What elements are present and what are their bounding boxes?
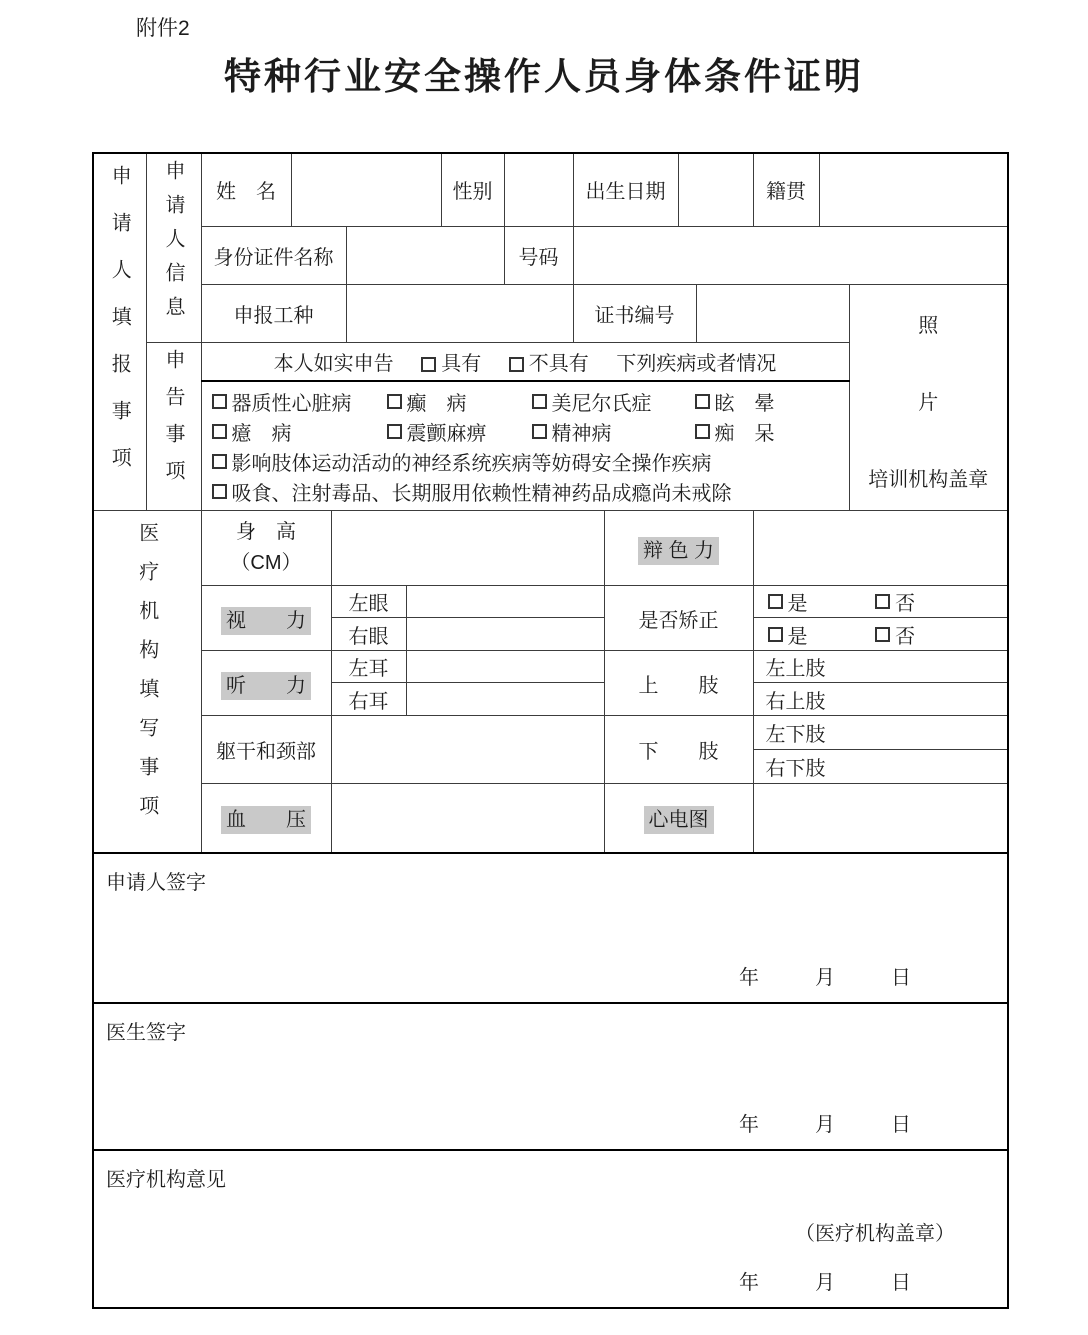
yes-label: 是: [787, 625, 808, 648]
disease-list-cell: [201, 381, 849, 511]
name-label: 姓 名: [201, 153, 291, 226]
blood-pressure-input-cell[interactable]: [331, 784, 604, 853]
checkbox-corrected-yes-2[interactable]: [768, 627, 783, 642]
hearing-label: 听 力: [201, 651, 331, 716]
attachment-label: 附件2: [136, 17, 190, 40]
left-lower-limb-cell[interactable]: 左下肢: [753, 716, 1008, 750]
right-ear-input-cell[interactable]: [406, 683, 604, 716]
checkbox-parkinsonism[interactable]: [387, 424, 402, 439]
disease-label: 癫 病: [406, 392, 467, 415]
checkbox-corrected-no-1[interactable]: [875, 594, 890, 609]
id-doc-input-cell[interactable]: [346, 226, 504, 284]
yes-label: 是: [787, 593, 808, 615]
section-label-medical: 医疗机构填写事项: [93, 511, 201, 853]
section-label-declaration: 申告事项: [146, 342, 201, 511]
blood-pressure-label: 血 压: [201, 784, 331, 853]
upper-limb-label: 上 肢: [604, 651, 753, 716]
disease-label: 影响肢体运动活动的神经系统疾病等妨碍安全操作疾病: [231, 452, 712, 475]
right-eye-input-cell[interactable]: [406, 618, 604, 651]
gender-input-cell[interactable]: [504, 153, 573, 226]
trunk-neck-input-cell[interactable]: [331, 716, 604, 784]
left-ear-label: 左耳: [331, 651, 406, 683]
declaration-intro-prefix: 本人如实申告: [273, 352, 394, 375]
disease-label: 器质性心脏病: [231, 392, 352, 415]
doctor-signature-cell[interactable]: [93, 1003, 1008, 1150]
checkbox-mental-illness[interactable]: [532, 424, 547, 439]
declaration-intro-suffix: 下列疾病或者情况: [616, 352, 777, 375]
checkbox-hysteria[interactable]: [212, 424, 227, 439]
native-place-label: 籍贯: [753, 153, 819, 226]
height-input-cell[interactable]: [331, 511, 604, 586]
left-eye-input-cell[interactable]: [406, 586, 604, 618]
checkbox-corrected-no-2[interactable]: [875, 627, 890, 642]
checkbox-have[interactable]: [421, 357, 436, 372]
right-eye-label: 右眼: [331, 618, 406, 651]
org-opinion-cell[interactable]: [93, 1150, 1008, 1308]
photo-word-1: 照: [918, 314, 939, 337]
lower-limb-label: 下 肢: [604, 716, 753, 784]
org-opinion-date: 年 月 日: [739, 1271, 912, 1294]
trade-input-cell[interactable]: [346, 284, 573, 342]
id-number-input-cell[interactable]: [573, 226, 1008, 284]
ecg-label: 心电图: [604, 784, 753, 853]
birth-date-input-cell[interactable]: [678, 153, 753, 226]
doctor-signature-label: 医生签字: [106, 1021, 186, 1044]
ecg-input-cell[interactable]: [753, 784, 1008, 853]
right-ear-label: 右耳: [331, 683, 406, 716]
org-seal-label: （医疗机构盖章）: [795, 1222, 956, 1245]
left-upper-limb-cell[interactable]: 左上肢: [753, 651, 1008, 683]
disease-label: 美尼尔氏症: [551, 392, 652, 415]
checkbox-dementia[interactable]: [695, 424, 710, 439]
section-label-applicant: 申请人填报事项: [93, 153, 146, 511]
checkbox-meniere[interactable]: [532, 394, 547, 409]
declaration-intro-row: [201, 342, 849, 381]
corrected-row-1: [753, 586, 1008, 618]
disease-label: 震颤麻痹: [406, 422, 487, 445]
id-number-label: 号码: [504, 226, 573, 284]
birth-date-label: 出生日期: [573, 153, 678, 226]
no-label: 否: [895, 593, 916, 615]
applicant-signature-label: 申请人签字: [106, 871, 206, 894]
page-title: 特种行业安全操作人员身体条件证明: [224, 56, 864, 97]
checkbox-nervous-system-disease[interactable]: [212, 454, 227, 469]
applicant-signature-date: 年 月 日: [739, 966, 912, 989]
checkbox-corrected-yes-1[interactable]: [768, 594, 783, 609]
right-lower-limb-cell[interactable]: 右下肢: [753, 750, 1008, 784]
not-have-label: 不具有: [528, 352, 589, 375]
trade-label: 申报工种: [201, 284, 346, 342]
color-vision-label: 辩 色 力: [604, 511, 753, 586]
color-vision-input-cell[interactable]: [753, 511, 1008, 586]
doctor-signature-date: 年 月 日: [739, 1113, 912, 1136]
cert-no-label: 证书编号: [573, 284, 696, 342]
photo-seal-cell[interactable]: [849, 284, 1008, 511]
checkbox-heart-disease[interactable]: [212, 394, 227, 409]
left-eye-label: 左眼: [331, 586, 406, 618]
native-place-input-cell[interactable]: [819, 153, 1008, 226]
gender-label: 性别: [441, 153, 504, 226]
corrected-row-2: [753, 618, 1008, 651]
name-input-cell[interactable]: [291, 153, 441, 226]
trunk-neck-label: 躯干和颈部: [201, 716, 331, 784]
no-label: 否: [895, 625, 916, 648]
training-org-seal-label: 培训机构盖章: [868, 468, 989, 491]
photo-word-2: 片: [918, 391, 939, 414]
corrected-label: 是否矫正: [604, 586, 753, 651]
checkbox-epilepsy[interactable]: [387, 394, 402, 409]
id-doc-label: 身份证件名称: [201, 226, 346, 284]
disease-label: 精神病: [551, 422, 612, 445]
right-upper-limb-cell[interactable]: 右上肢: [753, 683, 1008, 716]
org-opinion-label: 医疗机构意见: [106, 1168, 226, 1191]
disease-label: 痴 呆: [714, 422, 775, 445]
section-label-applicant-info: 申请人信息: [146, 153, 201, 342]
disease-label: 吸食、注射毒品、长期服用依赖性精神药品成瘾尚未戒除: [231, 482, 732, 505]
left-ear-input-cell[interactable]: [406, 651, 604, 683]
checkbox-vertigo[interactable]: [695, 394, 710, 409]
applicant-signature-cell[interactable]: [93, 853, 1008, 1003]
checkbox-drug-addiction[interactable]: [212, 484, 227, 499]
vision-label: 视 力: [201, 586, 331, 651]
cert-no-input-cell[interactable]: [696, 284, 849, 342]
disease-label: 癔 病: [231, 422, 292, 445]
physical-condition-form-table: [92, 152, 1009, 1309]
disease-label: 眩 晕: [714, 392, 775, 415]
have-label: 具有: [441, 352, 482, 375]
height-label: 身 高 （CM）: [201, 511, 331, 586]
checkbox-not-have[interactable]: [509, 357, 524, 372]
